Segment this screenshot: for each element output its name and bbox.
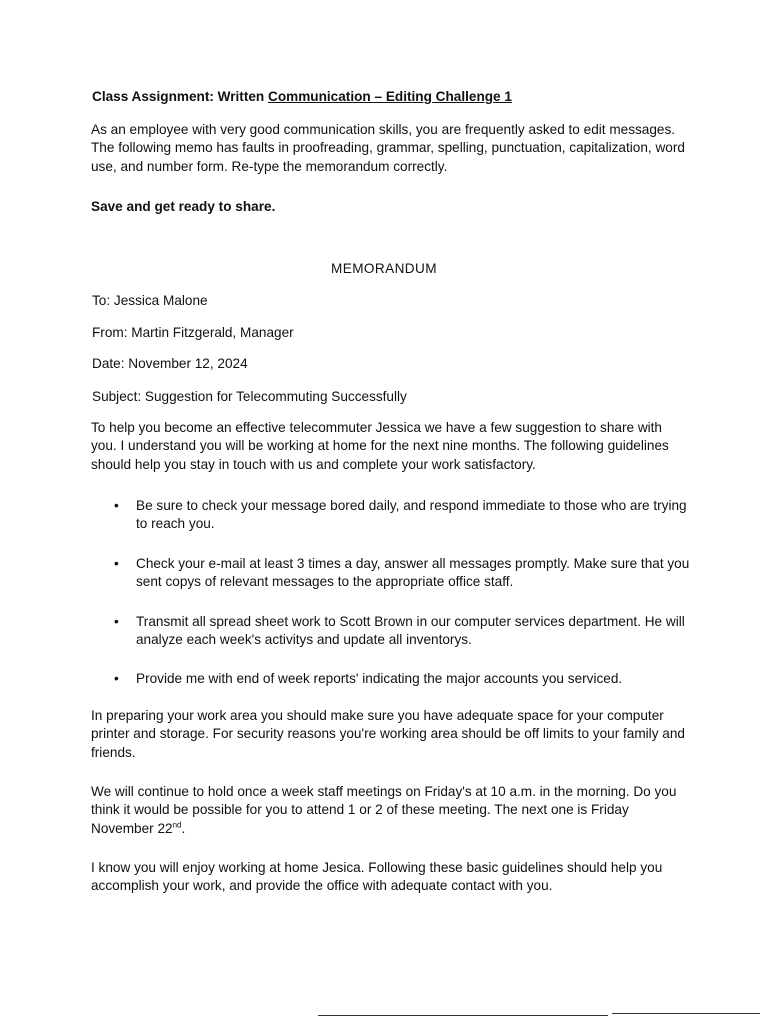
- list-item: [114, 613, 691, 650]
- memo-meetings-paragraph: [91, 783, 691, 838]
- list-item-text: Be sure to check your message bored daily, and respond immediate to those who are trying to reach you.: [136, 498, 687, 532]
- memo-workarea-paragraph: In preparing your work area you should make sure you have adequate space for your computer printer and storage. For security reasons you're working area should be off limits to your family and friends.: [91, 708, 685, 760]
- bullet-icon: •: [114, 498, 119, 513]
- list-item: [114, 670, 691, 688]
- meetings-end: .: [181, 820, 186, 836]
- memo-subject: Subject: Suggestion for Telecommuting Successfully: [92, 389, 407, 404]
- save-instruction: Save and get ready to share.: [91, 199, 276, 214]
- memo-from: From: Martin Fitzgerald, Manager: [92, 325, 294, 340]
- assignment-title-prefix: Class Assignment: Written: [92, 89, 268, 104]
- list-item: [114, 497, 691, 534]
- assignment-title-underlined: Communication – Editing Challenge 1: [268, 89, 512, 104]
- footer-rule: [318, 1015, 608, 1016]
- memo-heading: MEMORANDUM: [331, 261, 437, 276]
- list-item: [114, 555, 691, 592]
- bullet-icon: •: [114, 614, 119, 629]
- assignment-intro: As an employee with very good communication skills, you are frequently asked to edit messages. The following memo has faults in proofreading, grammar, spelling, punctuation, capitalization, word use, and number form. Re-type the memorandum correctly.: [91, 122, 685, 174]
- meetings-text: We will continue to hold once a week staff meetings on Friday's at 10 a.m. in the morning. Do you think it would be possible for you to attend 1 or 2 of these meeting. The next one is Friday November 22: [91, 784, 677, 836]
- assignment-title: [92, 89, 512, 104]
- memo-to: To: Jessica Malone: [92, 293, 208, 308]
- memo-date: Date: November 12, 2024: [92, 356, 248, 371]
- ordinal-suffix: nd: [172, 820, 182, 830]
- memo-closing-paragraph: I know you will enjoy working at home Jesica. Following these basic guidelines should help you accomplish your work, and provide the office with adequate contact with you.: [91, 860, 663, 894]
- bullet-icon: •: [114, 556, 119, 571]
- bullet-icon: •: [114, 671, 119, 686]
- list-item-text: Provide me with end of week reports' indicating the major accounts you serviced.: [136, 671, 623, 686]
- list-item-text: Check your e-mail at least 3 times a day, answer all messages promptly. Make sure that you sent copys of relevant messages to the appropriate office staff.: [136, 556, 690, 590]
- list-item-text: Transmit all spread sheet work to Scott Brown in our computer services department. He will analyze each week's activitys and update all inventorys.: [136, 614, 685, 648]
- memo-opening-paragraph: To help you become an effective telecommuter Jessica we have a few suggestion to share with you. I understand you will be working at home for the next nine months. The following guidelines should help you stay in touch with us and complete your work satisfactory.: [91, 420, 669, 472]
- footer-rule-right: [612, 1013, 760, 1014]
